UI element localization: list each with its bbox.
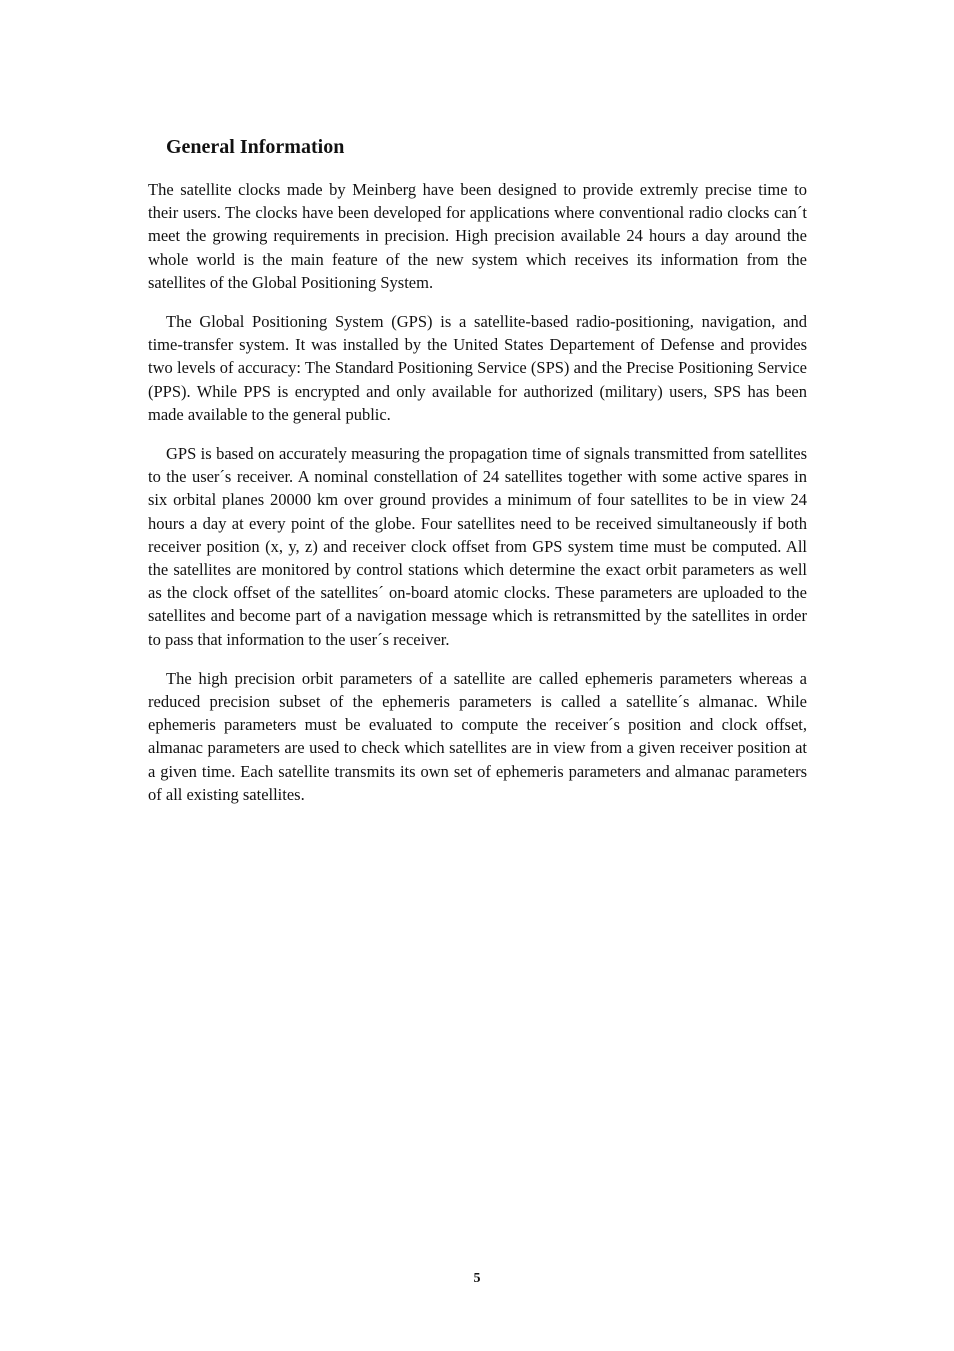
paragraph-ephemeris-almanac: The high precision orbit parameters of a satellite are called ephemeris parameters whereas a reduced precision subset of the ephemeris parameters is called a satellite´s almanac. While ephemeris parameters must be evaluated to compute the receiver´s position and clock offset, almanac parameters are used to check which satellites are in view from a given receiver position at a given time. Each satellite transmits its own set of ephemeris parameters and almanac parameters of all existing satellites.	[148, 668, 807, 804]
paragraph-intro: The satellite clocks made by Meinberg have been designed to provide extremly precise time to their users. The clocks have been developed for applications where conventional radio clocks can´t meet the growing requirements in precision. High precision available 24 hours a day around the whole world is the main feature of the new system which receives its information from the satellites of the Global Positioning System.	[148, 180, 807, 292]
paragraph-gps-principle: GPS is based on accurately measuring the propagation time of signals transmitted from satellites to the user´s receiver. A nominal constellation of 24 satellites together with some active spares in six orbital planes 20000 km over ground provides a minimum of four satellites to be in view 24 hours a day at every point of the globe. Four satellites need to be received simultaneously if both receiver position (x, y, z) and receiver clock offset from GPS system time must be computed. All the satellites are monitored by control stations which determine the exact orbit parameters as well as the clock offset of the satellites´ on-board atomic clocks. These parameters are uploaded to the satellites and become part of a navigation message which is retransmitted by the satellites in order to pass that information to the user´s receiver.	[148, 444, 807, 649]
body-text	[148, 178, 807, 822]
page-number: 5	[473, 1271, 481, 1286]
section-heading: General Information	[166, 136, 345, 158]
paragraph-gps-overview: The Global Positioning System (GPS) is a satellite-based radio-positioning, navigation, and time-transfer system. It was installed by the United States Departement of Defense and provides two levels of accuracy: The Standard Positioning Service (SPS) and the Precise Positioning Service (PPS). While PPS is encrypted and only available for authorized (military) users, SPS has been made available to the general public.	[148, 312, 807, 424]
